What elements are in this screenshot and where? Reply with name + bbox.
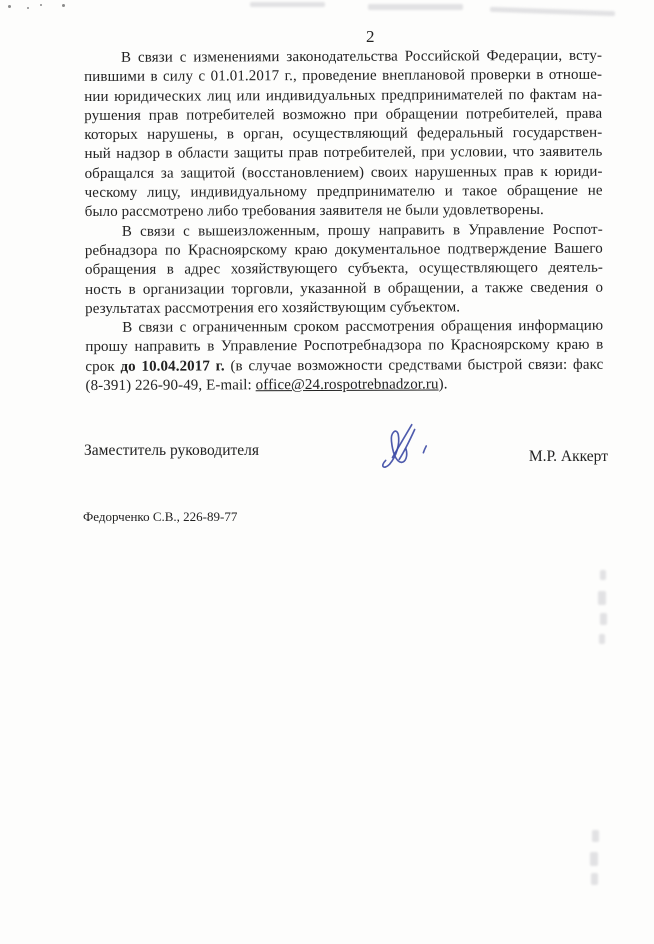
page-number: 2 (366, 27, 375, 46)
scan-artifact (598, 591, 606, 605)
scan-artifact (600, 570, 606, 580)
scan-artifact (368, 4, 463, 10)
text-line: пившими в силу с 01.01.2017 г., проведение внеплановой проверки в отноше- (84, 67, 603, 86)
text-segment: срок (85, 358, 121, 375)
scan-artifact (592, 830, 599, 842)
executor-contact: Федорченко С.В., 226-89-77 (83, 509, 238, 524)
text-segment: (в случае возможности средствами быстрой связи: факс (224, 356, 604, 375)
scan-artifact (591, 873, 598, 885)
deadline-date: до 10.04.2017 г. (120, 358, 225, 375)
scan-artifact (590, 852, 598, 866)
scan-artifact (27, 7, 29, 9)
text-line: результатах рассмотрения его хозяйствующим субъектом. (85, 299, 461, 317)
scan-artifact (490, 7, 615, 16)
text-line (85, 355, 603, 377)
letter-body (84, 47, 604, 397)
paragraph-1 (84, 47, 603, 223)
text-line: которых нарушены, в орган, осуществляющий федеральный государствен- (84, 124, 603, 144)
text-line: ность в организации торговли, указанной в обращении, а также сведения о (85, 279, 604, 298)
signer-name: М.Р. Аккерт (528, 448, 608, 465)
text-line (85, 375, 603, 397)
scan-artifact (8, 5, 11, 8)
text-line: обращения в адрес хозяйствующего субъекта, осуществляющего деятель- (84, 260, 603, 279)
scan-artifact (250, 2, 325, 7)
fax-number: (8-391) 226-90-49, E-mail: (85, 377, 256, 395)
scan-artifact (40, 4, 42, 6)
text-line: было рассмотрено либо требования заявителя не были удовлетворены. (84, 202, 544, 221)
text-line: рушения прав потребителей возможно при обращении потребителей, права (84, 105, 603, 124)
paragraph-3 (85, 317, 603, 396)
text-line: нии юридических лиц или индивидуальных предпринимателей по фактам на- (84, 86, 603, 105)
text-line: В связи с изменениями законодательства Российской Федерации, всту- (121, 47, 603, 66)
text-line: В связи с вышеизложенным, прошу направить в Управление Роспот- (121, 221, 603, 240)
signer-title: Заместитель руководителя (84, 442, 260, 459)
text-line: В связи с ограниченным сроком рассмотрения обращения информацию (122, 317, 604, 336)
text-line: прошу направить в Управление Роспотребнадзора по Красноярскому краю в (85, 337, 604, 356)
paragraph-2 (85, 220, 603, 319)
text-segment: ). (438, 376, 448, 393)
scan-artifact (600, 613, 607, 625)
scan-artifact (599, 634, 605, 644)
text-line: обращался за защитой (восстановлением) своих нарушенных прав к юриди- (84, 163, 603, 182)
text-line: ребнадзора по Красноярскому краю документальное подтверждение Вашего (84, 240, 603, 259)
text-line: ческому лицу, индивидуальному предпринимателю и такое обращение не (84, 182, 603, 202)
scan-artifact (62, 4, 65, 7)
email-address: office@24.rospotrebnadzor.ru (255, 376, 439, 394)
text-line: ный надзор в области защиты прав потребителей, при условии, что заявитель (84, 144, 603, 163)
